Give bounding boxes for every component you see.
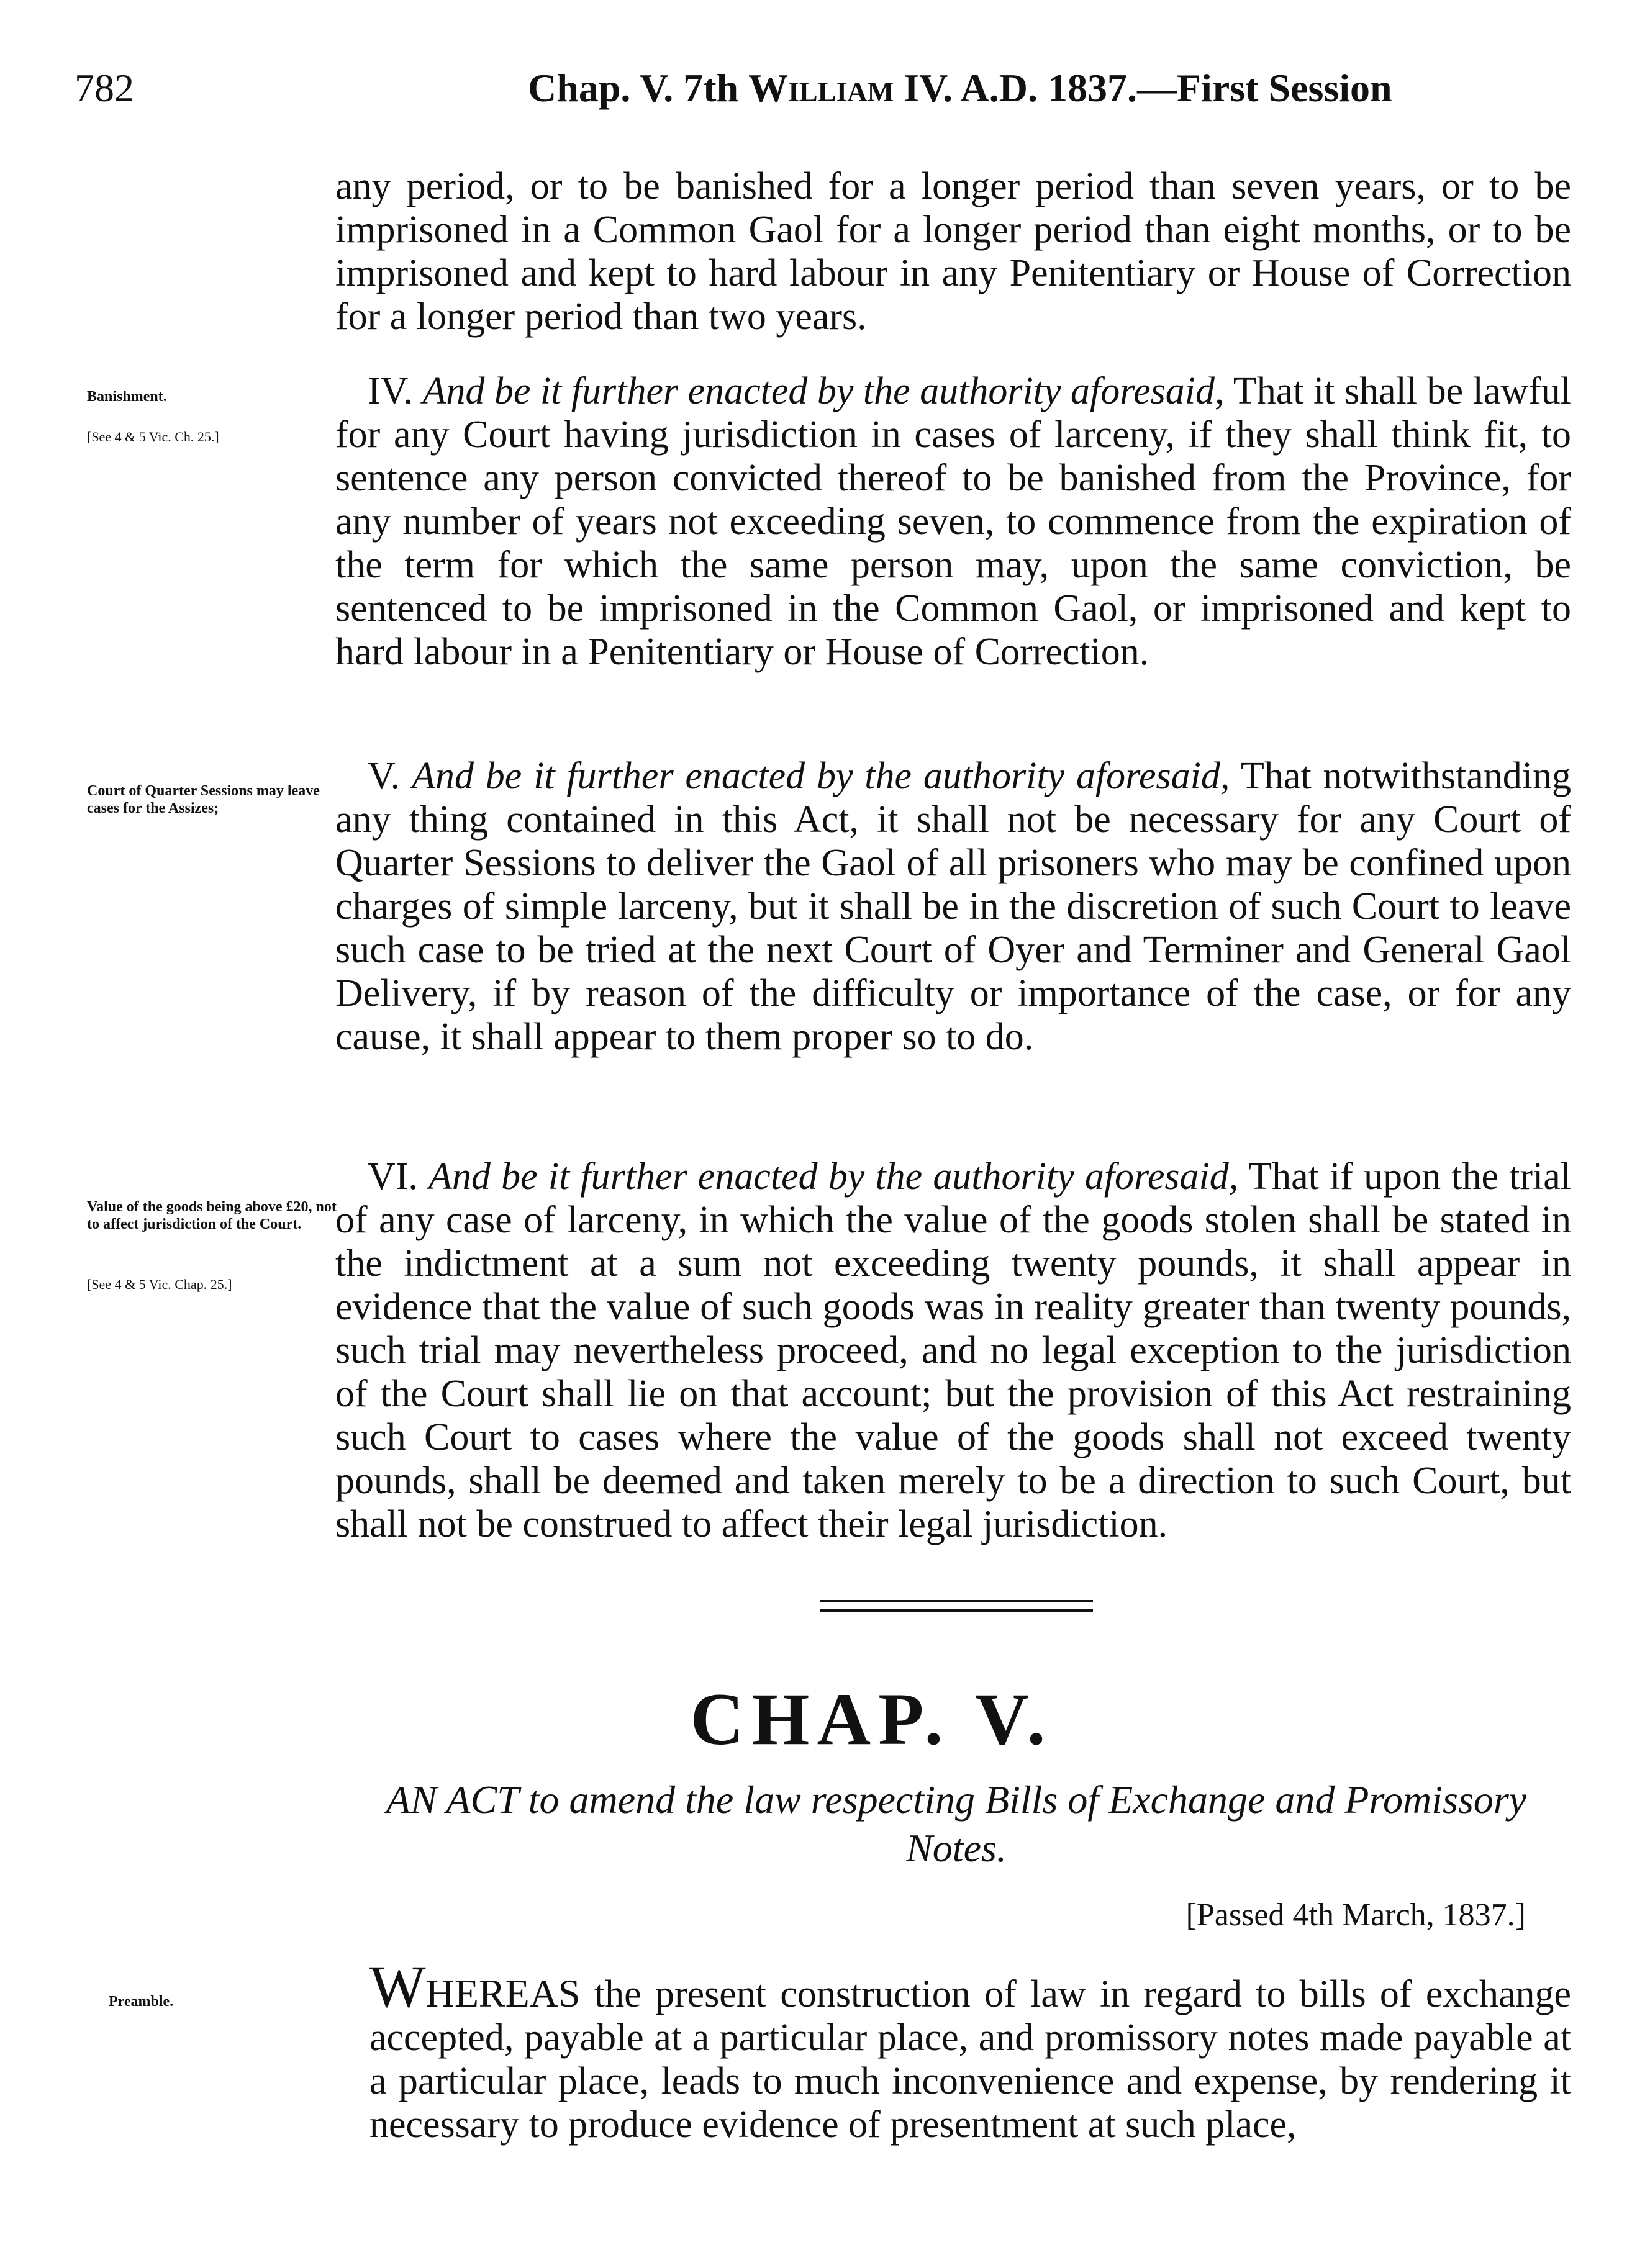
margin-ref-section-6: [See 4 & 5 Vic. Chap. 25.]	[87, 1276, 232, 1292]
section-5-formula: And be it further enacted by the authority aforesaid,	[412, 755, 1230, 797]
act-title: AN ACT to amend the law respecting Bills of Exchange and Promissory Notes.	[386, 1778, 1527, 1870]
preamble-dropcap: W	[369, 1953, 426, 2020]
continuation-text: any period, or to be banished for a longer period than seven years, or to be imprisoned in a Common Gaol for a longer period than eight months, or to be imprisoned and kept to hard labour in any Penitentiary or House of Correction for a longer period than two years.	[335, 165, 1571, 338]
running-head-king: William	[748, 66, 894, 110]
preamble-lead-word: HEREAS	[425, 1971, 581, 2015]
section-5	[335, 754, 1571, 1059]
section-5-body: That notwithstanding any thing contained in this Act, it shall not be necessary for any Court of Quarter Sessions to deliver the Gaol of all prisoners who may be confined upon charges of simple larceny, but it shall be in the discretion of such Court to leave such case to be tried at the next Court of Oyer and Terminer and General Gaol Delivery, if by reason of the difficulty or importance of the case, or for any cause, it shall appear to them proper so to do.	[335, 755, 1572, 1058]
preamble-text: the present construction of law in regard to bills of exchange accepted, payable at a particular place, and promissory notes made payable at a particular place, leads to much inconvenience and expense, by rendering it necessary to produce evidence of presentment at such place,	[369, 1973, 1571, 2146]
page-header	[37, 65, 1577, 140]
running-head-start: Chap. V. 7th	[528, 66, 749, 110]
section-4	[335, 369, 1571, 674]
section-5-number: V.	[368, 755, 401, 797]
page-number: 782	[75, 66, 134, 110]
section-4-formula: And be it further enacted by the authority aforesaid,	[422, 370, 1225, 412]
preamble-paragraph	[369, 1953, 1571, 2146]
section-4-body: That it shall be lawful for any Court having jurisdiction in cases of larceny, if they shall think fit, to sentence any person convicted thereof to be banished from the Province, for any number of years not exceeding seven, to commence from the expiration of the term for which the same person may, upon the same conviction, be sentenced to be imprisoned in the Common Gaol, or imprisoned and kept to hard labour in a Penitentiary or House of Correction.	[335, 370, 1572, 673]
continuation-paragraph	[335, 165, 1571, 338]
divider-rule-bottom	[820, 1609, 1093, 1612]
margin-note-value-of-goods: Value of the goods being above £20, not to affect jurisdiction of the Court.	[87, 1199, 337, 1232]
margin-note-banishment: Banishment.	[87, 389, 167, 405]
section-4-number: IV.	[368, 370, 413, 412]
running-head	[528, 65, 1392, 111]
section-6-number: VI.	[368, 1155, 418, 1198]
running-head-end: IV. A.D. 1837.—First Session	[894, 66, 1392, 110]
margin-note-quarter-sessions: Court of Quarter Sessions may leave cases for the Assizes;	[87, 783, 320, 816]
divider-rule-top	[820, 1600, 1093, 1602]
passed-date: [Passed 4th March, 1837.]	[1185, 1897, 1526, 1933]
section-6-formula: And be it further enacted by the authority aforesaid,	[428, 1155, 1239, 1198]
section-6-body: That if upon the trial of any case of larceny, in which the value of the goods stolen shall be stated in the indictment at a sum not exceeding twenty pounds, it shall appear in evidence that the value of such goods was in reality greater than twenty pounds, such trial may nevertheless proceed, and no legal exception to the jurisdiction of the Court shall lie on that account; but the provision of this Act restraining such Court to cases where the value of the goods shall not exceed twenty pounds, shall be deemed and taken merely to be a direction to such Court, but shall not be construed to affect their legal jurisdiction.	[335, 1155, 1572, 1545]
margin-note-preamble: Preamble.	[109, 1994, 174, 2010]
section-6	[335, 1155, 1571, 1546]
chapter-title: CHAP. V.	[690, 1678, 1053, 1760]
margin-ref-section-4: [See 4 & 5 Vic. Ch. 25.]	[87, 429, 219, 445]
